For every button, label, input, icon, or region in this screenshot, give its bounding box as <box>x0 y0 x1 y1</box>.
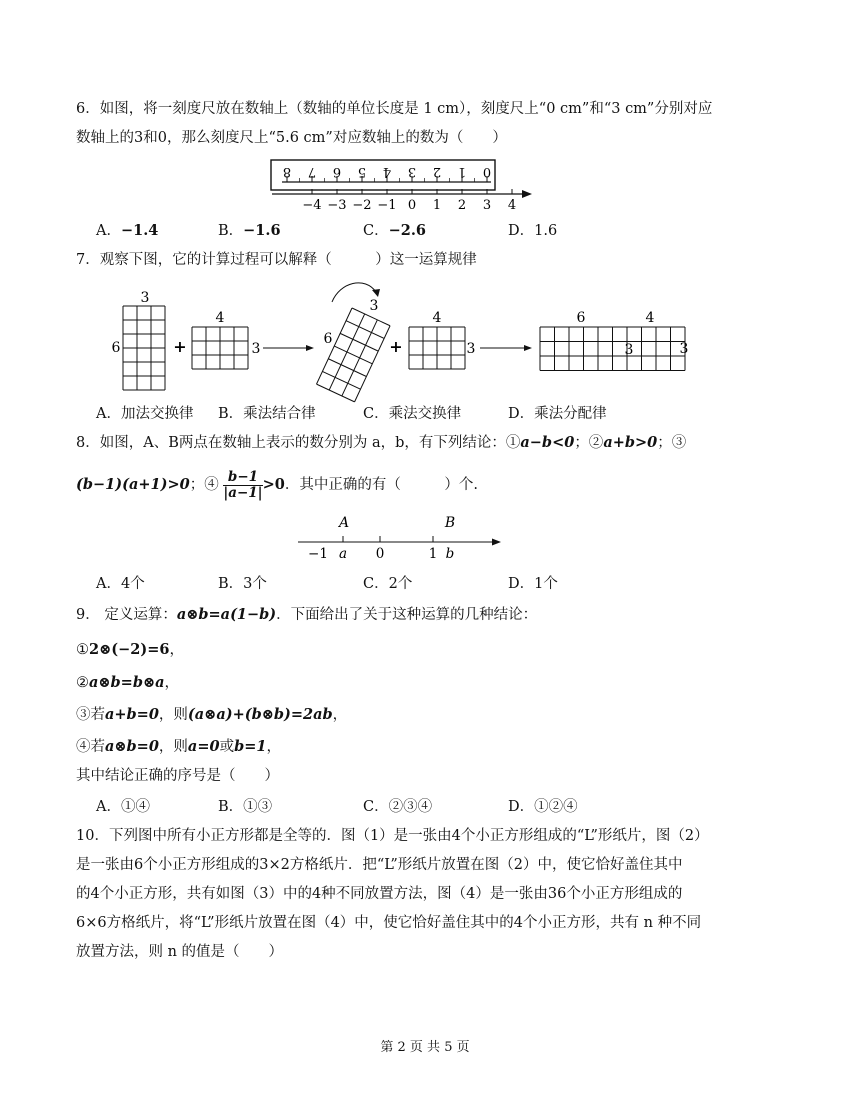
plus-sign-1: + <box>173 337 187 356</box>
ruler-mark-label: 4 <box>382 164 392 179</box>
plus-sign-2: + <box>389 337 403 356</box>
axis-arrow <box>522 190 532 198</box>
rotated-grid-3x6 <box>317 308 391 402</box>
g2-right-label: 3 <box>251 341 261 357</box>
q8-option-b[interactable]: B．3个 <box>218 576 267 592</box>
q9-statement-3: ③若a+b=0，则(a⊗a)+(b⊗b)=2ab， <box>76 706 348 723</box>
ruler-mark-label: 8 <box>282 164 292 179</box>
axis-tick-label: 1 <box>432 198 442 213</box>
grid-line <box>340 333 378 351</box>
q10-line5: 放置方法，则 n 的值是（ ） <box>76 944 284 960</box>
q9-statement-2: ②a⊗b=b⊗a， <box>76 674 180 691</box>
q6-line1: 6．如图，将一刻度尺放在数轴上（数轴的单位长度是 1 cm），刻度尺上“0 cm”和“3 cm”分别对应 <box>76 101 713 117</box>
grid-line <box>322 371 360 389</box>
q6-option-b[interactable]: B．−1.6 <box>218 222 281 239</box>
ruler-mark-label: 0 <box>482 164 492 179</box>
grid-line <box>328 359 366 377</box>
ruler-mark-label: 6 <box>332 164 342 179</box>
g1-left-label: 6 <box>111 340 121 356</box>
point-B-label: B <box>444 515 456 531</box>
axis-tick-label: 3 <box>482 198 492 213</box>
q6-line2: 数轴上的3和0，那么刻度尺上“5.6 cm”对应数轴上的数为（ ） <box>76 130 507 146</box>
q8-line1: 8．如图，A、B两点在数轴上表示的数分别为 a，b，有下列结论：①a−b<0；②a+b>0；③ <box>76 434 687 451</box>
axis-tick-label: −4 <box>302 198 322 213</box>
q7-option-d[interactable]: D．乘法分配律 <box>508 406 607 422</box>
q9-stem: 9． 定义运算：a⊗b=a(1−b)．下面给出了关于这种运算的几种结论： <box>76 606 538 623</box>
axis-tick-label: 2 <box>457 198 467 213</box>
axis-tick-label: 4 <box>507 198 517 213</box>
page-footer: 第 2 页 共 5 页 <box>380 1040 470 1055</box>
q10-line1: 10．下列图中所有小正方形都是全等的．图（1）是一张由4个小正方形组成的“L”形纸片，图（2） <box>76 828 709 844</box>
g5-top-label-4: 4 <box>645 310 655 326</box>
q9-option-a[interactable]: A．①④ <box>96 799 150 815</box>
q7-option-c[interactable]: C．乘法交换律 <box>363 406 462 422</box>
q9-option-b[interactable]: B．①③ <box>218 799 273 815</box>
axis-labels <box>302 198 516 213</box>
q8-option-c[interactable]: C．2个 <box>363 576 413 592</box>
grid-3x6 <box>123 306 165 390</box>
tick-neg1: −1 <box>308 546 328 562</box>
q10-line2: 是一张由6个小正方形组成的3×2方格纸片．把“L”形纸片放置在图（2）中，使它恰好盖住其中 <box>76 857 683 873</box>
q6-option-a[interactable]: A．−1.4 <box>96 222 159 239</box>
q8-number-line-figure <box>296 516 516 566</box>
g3-top-label: 3 <box>369 298 379 314</box>
grid-line <box>355 326 390 402</box>
q10-line3: 的4个小正方形，共有如图（3）中的4种不同放置方法，图（4）是一张由36个小正方形组成的 <box>76 886 683 902</box>
g4-top-label: 4 <box>432 310 442 326</box>
q8-line2: (b−1)(a+1)>0；④ $\frac{b-1}{|a-1|}$ >0．其中正确的有（ ）个. <box>76 468 478 501</box>
q6-option-d[interactable]: D．1.6 <box>508 223 558 239</box>
axis-tick-label: 0 <box>407 198 417 213</box>
grid-line <box>346 321 384 339</box>
q6-option-c[interactable]: C．−2.6 <box>363 222 426 239</box>
tick-a: a <box>338 546 348 562</box>
g4-right-label: 3 <box>466 341 476 357</box>
q9-statement-1: ①2⊗(−2)=6， <box>76 641 184 658</box>
g5-mid-label: 3 <box>624 342 634 358</box>
g2-top-label: 4 <box>215 310 225 326</box>
q9-statement-4: ④若a⊗b=0，则a=0或b=1， <box>76 738 281 755</box>
g5-top-label-6: 6 <box>576 310 586 326</box>
ruler-mark-label: 1 <box>457 164 467 179</box>
q7-stem: 7．观察下图，它的计算过程可以解释（ ）这一运算规律 <box>76 252 477 268</box>
g1-top-label: 3 <box>140 290 150 306</box>
q8-option-d[interactable]: D．1个 <box>508 576 558 592</box>
grid-10x3 <box>540 327 685 371</box>
q9-option-d[interactable]: D．①②④ <box>508 799 578 815</box>
grid-4x3 <box>192 327 248 369</box>
tick-one: 1 <box>428 546 438 562</box>
q7-grid-figure <box>100 280 720 410</box>
grid-line <box>334 346 372 364</box>
tick-zero: 0 <box>375 546 385 562</box>
grid-4x3-second <box>409 327 465 369</box>
axis-tick-label: −3 <box>327 198 347 213</box>
axis-tick-label: −1 <box>377 198 397 213</box>
ruler-mark-label: 7 <box>307 164 317 179</box>
q8-option-a[interactable]: A．4个 <box>96 576 145 592</box>
ruler-mark-label: 2 <box>432 164 442 179</box>
q10-line4: 6×6方格纸片，将“L”形纸片放置在图（4）中，使它恰好盖住其中的4个小正方形，共有 n 种不同 <box>76 915 702 931</box>
g3-left-label: 6 <box>323 331 333 347</box>
q8-axis-arrow <box>492 539 501 546</box>
q9-ask: 其中结论正确的序号是（ ） <box>76 768 279 784</box>
q7-option-b[interactable]: B．乘法结合律 <box>218 406 316 422</box>
q7-option-a[interactable]: A．加法交换律 <box>96 406 194 422</box>
q9-option-c[interactable]: C．②③④ <box>363 799 433 815</box>
fraction: $\frac{b-1}{|a-1|}$ <box>223 468 263 501</box>
point-A-label: A <box>338 515 350 531</box>
axis-tick-label: −2 <box>352 198 372 213</box>
ruler-labels <box>283 164 491 179</box>
tick-b: b <box>445 546 455 562</box>
ruler-mark-label: 5 <box>357 164 367 179</box>
ruler-number-line-figure <box>262 158 542 218</box>
ruler-mark-label: 3 <box>407 164 417 179</box>
grid-line <box>317 384 355 402</box>
g5-right-label: 3 <box>679 341 689 357</box>
